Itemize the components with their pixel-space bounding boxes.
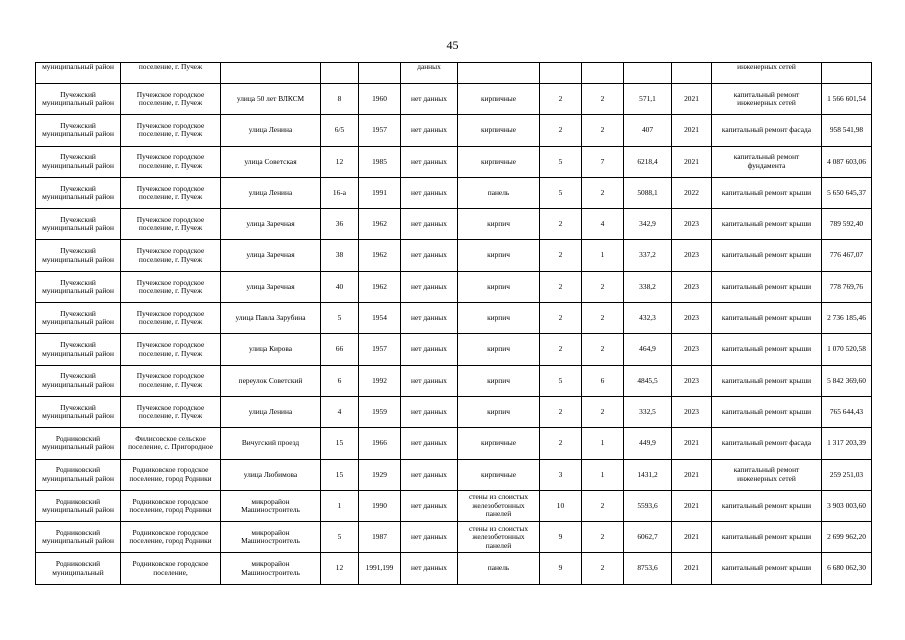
- cell-settlement: Пучежское городское поселение, г. Пучеж: [121, 115, 221, 146]
- cell-floors: 2: [540, 115, 582, 146]
- cell-area: 4845,5: [624, 365, 672, 396]
- cell-plan-year: 2021: [672, 84, 712, 115]
- cell-info: нет данных: [401, 396, 458, 427]
- cell-plan-year: 2023: [672, 271, 712, 302]
- cell-street: улица Советская: [221, 146, 321, 177]
- cell-entrances: 2: [582, 490, 624, 521]
- cell-house: 36: [321, 209, 359, 240]
- cell-entrances: 2: [582, 303, 624, 334]
- cell-plan-year: 2022: [672, 177, 712, 208]
- cell-entrances: 7: [582, 146, 624, 177]
- cell-walls: кирпичные: [458, 428, 540, 459]
- cell-house: 40: [321, 271, 359, 302]
- table-row: [36, 365, 872, 396]
- cell-settlement: Родниковское городское поселение, город Родники: [121, 490, 221, 521]
- cell-cost: 2 699 962,20: [822, 522, 872, 553]
- cell-work-type: капитальный ремонт инженерных сетей: [712, 84, 822, 115]
- cell-info: нет данных: [401, 459, 458, 490]
- cell-district: Пучежский муниципальный район: [36, 146, 121, 177]
- cell-cost: 776 467,07: [822, 240, 872, 271]
- cell-walls: кирпич: [458, 303, 540, 334]
- cell-info: нет данных: [401, 553, 458, 584]
- cell-walls: кирпичные: [458, 115, 540, 146]
- cell-cost: 4 087 603,06: [822, 146, 872, 177]
- cell-year: 1929: [359, 459, 401, 490]
- cell-cost: 789 592,40: [822, 209, 872, 240]
- cell-info: нет данных: [401, 428, 458, 459]
- cell-floors: 5: [540, 146, 582, 177]
- cell-street: улица Павла Зарубина: [221, 303, 321, 334]
- cell-year: 1962: [359, 271, 401, 302]
- cell-work-type: капитальный ремонт фасада: [712, 428, 822, 459]
- cell-work-type: капитальный ремонт крыши: [712, 365, 822, 396]
- table-row: [36, 428, 872, 459]
- cell-settlement: Пучежское городское поселение, г. Пучеж: [121, 271, 221, 302]
- cell-entrances: 6: [582, 365, 624, 396]
- cell-settlement: Родниковское городское поселение,: [121, 553, 221, 584]
- cell-entrances: 2: [582, 177, 624, 208]
- cell-settlement: Пучежское городское поселение, г. Пучеж: [121, 84, 221, 115]
- cell-house: 66: [321, 334, 359, 365]
- table-row-continued: [36, 63, 872, 84]
- cell-cost: 1 317 203,39: [822, 428, 872, 459]
- cell-area: 8753,6: [624, 553, 672, 584]
- table-body: [36, 63, 872, 585]
- cell-settlement: Пучежское городское поселение, г. Пучеж: [121, 365, 221, 396]
- cell-work-type: капитальный ремонт крыши: [712, 553, 822, 584]
- table-row: [36, 177, 872, 208]
- cell-plan-year: [672, 63, 712, 84]
- cell-settlement: Пучежское городское поселение, г. Пучеж: [121, 396, 221, 427]
- cell-house: 12: [321, 146, 359, 177]
- cell-street: микрорайон Машиностроитель: [221, 522, 321, 553]
- cell-year: 1992: [359, 365, 401, 396]
- cell-street: улица Ленина: [221, 177, 321, 208]
- table-row: [36, 84, 872, 115]
- cell-district: Пучежский муниципальный район: [36, 84, 121, 115]
- cell-plan-year: 2021: [672, 115, 712, 146]
- cell-area: 337,2: [624, 240, 672, 271]
- cell-info: нет данных: [401, 146, 458, 177]
- cell-district: Пучежский муниципальный район: [36, 115, 121, 146]
- cell-area: 464,9: [624, 334, 672, 365]
- cell-floors: 3: [540, 459, 582, 490]
- cell-street: Вичугский проезд: [221, 428, 321, 459]
- cell-area: 1431,2: [624, 459, 672, 490]
- table-row: [36, 115, 872, 146]
- cell-cost: [822, 63, 872, 84]
- cell-entrances: 1: [582, 428, 624, 459]
- table-row: [36, 490, 872, 521]
- cell-settlement: Пучежское городское поселение, г. Пучеж: [121, 177, 221, 208]
- cell-cost: 778 769,76: [822, 271, 872, 302]
- cell-work-type: инженерных сетей: [712, 63, 822, 84]
- cell-work-type: капитальный ремонт фасада: [712, 115, 822, 146]
- cell-work-type: капитальный ремонт крыши: [712, 522, 822, 553]
- cell-district: Пучежский муниципальный район: [36, 303, 121, 334]
- cell-district: муниципальный район: [36, 63, 121, 84]
- cell-floors: 5: [540, 365, 582, 396]
- cell-cost: 3 903 003,60: [822, 490, 872, 521]
- cell-walls: кирпич: [458, 240, 540, 271]
- cell-plan-year: 2021: [672, 146, 712, 177]
- cell-street: микрорайон Машиностроитель: [221, 553, 321, 584]
- table-row: [36, 303, 872, 334]
- cell-house: 4: [321, 396, 359, 427]
- cell-info: нет данных: [401, 209, 458, 240]
- cell-plan-year: 2021: [672, 522, 712, 553]
- cell-cost: 1 070 520,58: [822, 334, 872, 365]
- cell-entrances: 2: [582, 522, 624, 553]
- cell-house: 8: [321, 84, 359, 115]
- cell-street: улица Заречная: [221, 240, 321, 271]
- cell-year: 1990: [359, 490, 401, 521]
- cell-work-type: капитальный ремонт крыши: [712, 396, 822, 427]
- cell-floors: 2: [540, 334, 582, 365]
- cell-info: нет данных: [401, 271, 458, 302]
- cell-district: Родниковский муниципальный: [36, 553, 121, 584]
- cell-entrances: 2: [582, 271, 624, 302]
- cell-year: 1991,199: [359, 553, 401, 584]
- cell-year: 1987: [359, 522, 401, 553]
- cell-info: нет данных: [401, 522, 458, 553]
- cell-floors: 2: [540, 303, 582, 334]
- cell-floors: 2: [540, 271, 582, 302]
- cell-cost: 5 650 645,37: [822, 177, 872, 208]
- cell-house: 16-а: [321, 177, 359, 208]
- cell-area: 5088,1: [624, 177, 672, 208]
- cell-settlement: Родниковское городское поселение, город Родники: [121, 459, 221, 490]
- cell-floors: 9: [540, 522, 582, 553]
- cell-plan-year: 2021: [672, 428, 712, 459]
- cell-entrances: 1: [582, 459, 624, 490]
- cell-cost: 2 736 185,46: [822, 303, 872, 334]
- cell-entrances: 2: [582, 553, 624, 584]
- cell-floors: 2: [540, 428, 582, 459]
- cell-floors: 2: [540, 84, 582, 115]
- page-number: 45: [446, 38, 459, 52]
- cell-floors: 10: [540, 490, 582, 521]
- cell-year: 1991: [359, 177, 401, 208]
- cell-info: нет данных: [401, 490, 458, 521]
- cell-area: 332,5: [624, 396, 672, 427]
- cell-house: 1: [321, 490, 359, 521]
- cell-plan-year: 2023: [672, 240, 712, 271]
- cell-walls: кирпичные: [458, 84, 540, 115]
- cell-house: 5: [321, 303, 359, 334]
- table-row: [36, 553, 872, 584]
- cell-year: 1957: [359, 334, 401, 365]
- cell-cost: 1 566 601,54: [822, 84, 872, 115]
- cell-settlement: Пучежское городское поселение, г. Пучеж: [121, 209, 221, 240]
- cell-year: 1960: [359, 84, 401, 115]
- cell-info: нет данных: [401, 240, 458, 271]
- cell-entrances: 2: [582, 396, 624, 427]
- cell-info: нет данных: [401, 84, 458, 115]
- cell-cost: 765 644,43: [822, 396, 872, 427]
- cell-walls: панель: [458, 177, 540, 208]
- cell-house: 15: [321, 459, 359, 490]
- cell-entrances: 1: [582, 240, 624, 271]
- cell-settlement: Пучежское городское поселение, г. Пучеж: [121, 240, 221, 271]
- cell-district: Пучежский муниципальный район: [36, 209, 121, 240]
- cell-work-type: капитальный ремонт крыши: [712, 240, 822, 271]
- table-row: [36, 522, 872, 553]
- cell-walls: кирпич: [458, 365, 540, 396]
- cell-area: 407: [624, 115, 672, 146]
- cell-floors: [540, 63, 582, 84]
- cell-year: 1954: [359, 303, 401, 334]
- cell-settlement: Пучежское городское поселение, г. Пучеж: [121, 334, 221, 365]
- cell-work-type: капитальный ремонт крыши: [712, 177, 822, 208]
- cell-work-type: капитальный ремонт фундамента: [712, 146, 822, 177]
- cell-settlement: поселение, г. Пучеж: [121, 63, 221, 84]
- cell-info: нет данных: [401, 177, 458, 208]
- cell-entrances: 2: [582, 334, 624, 365]
- cell-area: 6062,7: [624, 522, 672, 553]
- cell-walls: кирпич: [458, 334, 540, 365]
- cell-entrances: [582, 63, 624, 84]
- cell-work-type: капитальный ремонт крыши: [712, 303, 822, 334]
- table-row: [36, 146, 872, 177]
- cell-street: улица Ленина: [221, 396, 321, 427]
- cell-area: 6218,4: [624, 146, 672, 177]
- cell-house: 15: [321, 428, 359, 459]
- cell-year: 1962: [359, 209, 401, 240]
- cell-cost: 6 680 062,30: [822, 553, 872, 584]
- cell-entrances: 2: [582, 84, 624, 115]
- cell-district: Родниковский муниципальный район: [36, 490, 121, 521]
- repair-program-table: [35, 62, 872, 585]
- cell-district: Пучежский муниципальный район: [36, 396, 121, 427]
- cell-year: 1966: [359, 428, 401, 459]
- cell-walls: [458, 63, 540, 84]
- cell-year: 1985: [359, 146, 401, 177]
- cell-house: 12: [321, 553, 359, 584]
- cell-plan-year: 2023: [672, 303, 712, 334]
- cell-info: нет данных: [401, 303, 458, 334]
- cell-district: Пучежский муниципальный район: [36, 334, 121, 365]
- cell-district: Пучежский муниципальный район: [36, 240, 121, 271]
- cell-street: улица Любимова: [221, 459, 321, 490]
- cell-street: улица Заречная: [221, 271, 321, 302]
- cell-settlement: Филисовское сельское поселение, с. Пригородное: [121, 428, 221, 459]
- table-row: [36, 271, 872, 302]
- cell-walls: стены из слоистых железобетонных панелей: [458, 490, 540, 521]
- cell-floors: 2: [540, 209, 582, 240]
- cell-info: данных: [401, 63, 458, 84]
- table-row: [36, 334, 872, 365]
- cell-settlement: Родниковское городское поселение, город Родники: [121, 522, 221, 553]
- cell-walls: кирпичные: [458, 459, 540, 490]
- cell-house: 5: [321, 522, 359, 553]
- table-row: [36, 396, 872, 427]
- cell-walls: кирпич: [458, 396, 540, 427]
- cell-walls: панель: [458, 553, 540, 584]
- cell-district: Пучежский муниципальный район: [36, 271, 121, 302]
- cell-district: Пучежский муниципальный район: [36, 365, 121, 396]
- cell-info: нет данных: [401, 365, 458, 396]
- cell-work-type: капитальный ремонт инженерных сетей: [712, 459, 822, 490]
- cell-cost: 5 842 369,60: [822, 365, 872, 396]
- cell-plan-year: 2023: [672, 334, 712, 365]
- cell-plan-year: 2021: [672, 459, 712, 490]
- cell-district: Родниковский муниципальный район: [36, 459, 121, 490]
- cell-work-type: капитальный ремонт крыши: [712, 271, 822, 302]
- cell-floors: 5: [540, 177, 582, 208]
- cell-street: улица Ленина: [221, 115, 321, 146]
- cell-settlement: Пучежское городское поселение, г. Пучеж: [121, 303, 221, 334]
- cell-plan-year: 2021: [672, 553, 712, 584]
- cell-house: 6: [321, 365, 359, 396]
- cell-area: 449,9: [624, 428, 672, 459]
- cell-street: микрорайон Машиностроитель: [221, 490, 321, 521]
- cell-house: 6/5: [321, 115, 359, 146]
- cell-walls: кирпичные: [458, 146, 540, 177]
- cell-walls: стены из слоистых железобетонных панелей: [458, 522, 540, 553]
- cell-work-type: капитальный ремонт крыши: [712, 334, 822, 365]
- cell-year: 1959: [359, 396, 401, 427]
- table-row: [36, 459, 872, 490]
- cell-street: [221, 63, 321, 84]
- cell-work-type: капитальный ремонт крыши: [712, 209, 822, 240]
- cell-street: улица Заречная: [221, 209, 321, 240]
- cell-floors: 2: [540, 240, 582, 271]
- table-row: [36, 240, 872, 271]
- cell-info: нет данных: [401, 334, 458, 365]
- cell-area: 5593,6: [624, 490, 672, 521]
- cell-year: [359, 63, 401, 84]
- cell-area: 338,2: [624, 271, 672, 302]
- cell-district: Пучежский муниципальный район: [36, 177, 121, 208]
- cell-year: 1962: [359, 240, 401, 271]
- cell-cost: 958 541,98: [822, 115, 872, 146]
- cell-settlement: Пучежское городское поселение, г. Пучеж: [121, 146, 221, 177]
- cell-year: 1957: [359, 115, 401, 146]
- cell-plan-year: 2021: [672, 490, 712, 521]
- cell-plan-year: 2023: [672, 365, 712, 396]
- cell-district: Родниковский муниципальный район: [36, 522, 121, 553]
- cell-entrances: 4: [582, 209, 624, 240]
- cell-floors: 9: [540, 553, 582, 584]
- cell-area: 571,1: [624, 84, 672, 115]
- cell-district: Родниковский муниципальный район: [36, 428, 121, 459]
- cell-plan-year: 2023: [672, 209, 712, 240]
- cell-floors: 2: [540, 396, 582, 427]
- cell-cost: 259 251,03: [822, 459, 872, 490]
- cell-area: 342,9: [624, 209, 672, 240]
- cell-entrances: 2: [582, 115, 624, 146]
- cell-area: 432,3: [624, 303, 672, 334]
- cell-street: улица 50 лет ВЛКСМ: [221, 84, 321, 115]
- cell-area: [624, 63, 672, 84]
- cell-street: улица Кирова: [221, 334, 321, 365]
- cell-street: переулок Советский: [221, 365, 321, 396]
- cell-info: нет данных: [401, 115, 458, 146]
- table-row: [36, 209, 872, 240]
- cell-walls: кирпич: [458, 209, 540, 240]
- cell-house: 38: [321, 240, 359, 271]
- cell-plan-year: 2023: [672, 396, 712, 427]
- cell-work-type: капитальный ремонт крыши: [712, 490, 822, 521]
- cell-house: [321, 63, 359, 84]
- cell-walls: кирпич: [458, 271, 540, 302]
